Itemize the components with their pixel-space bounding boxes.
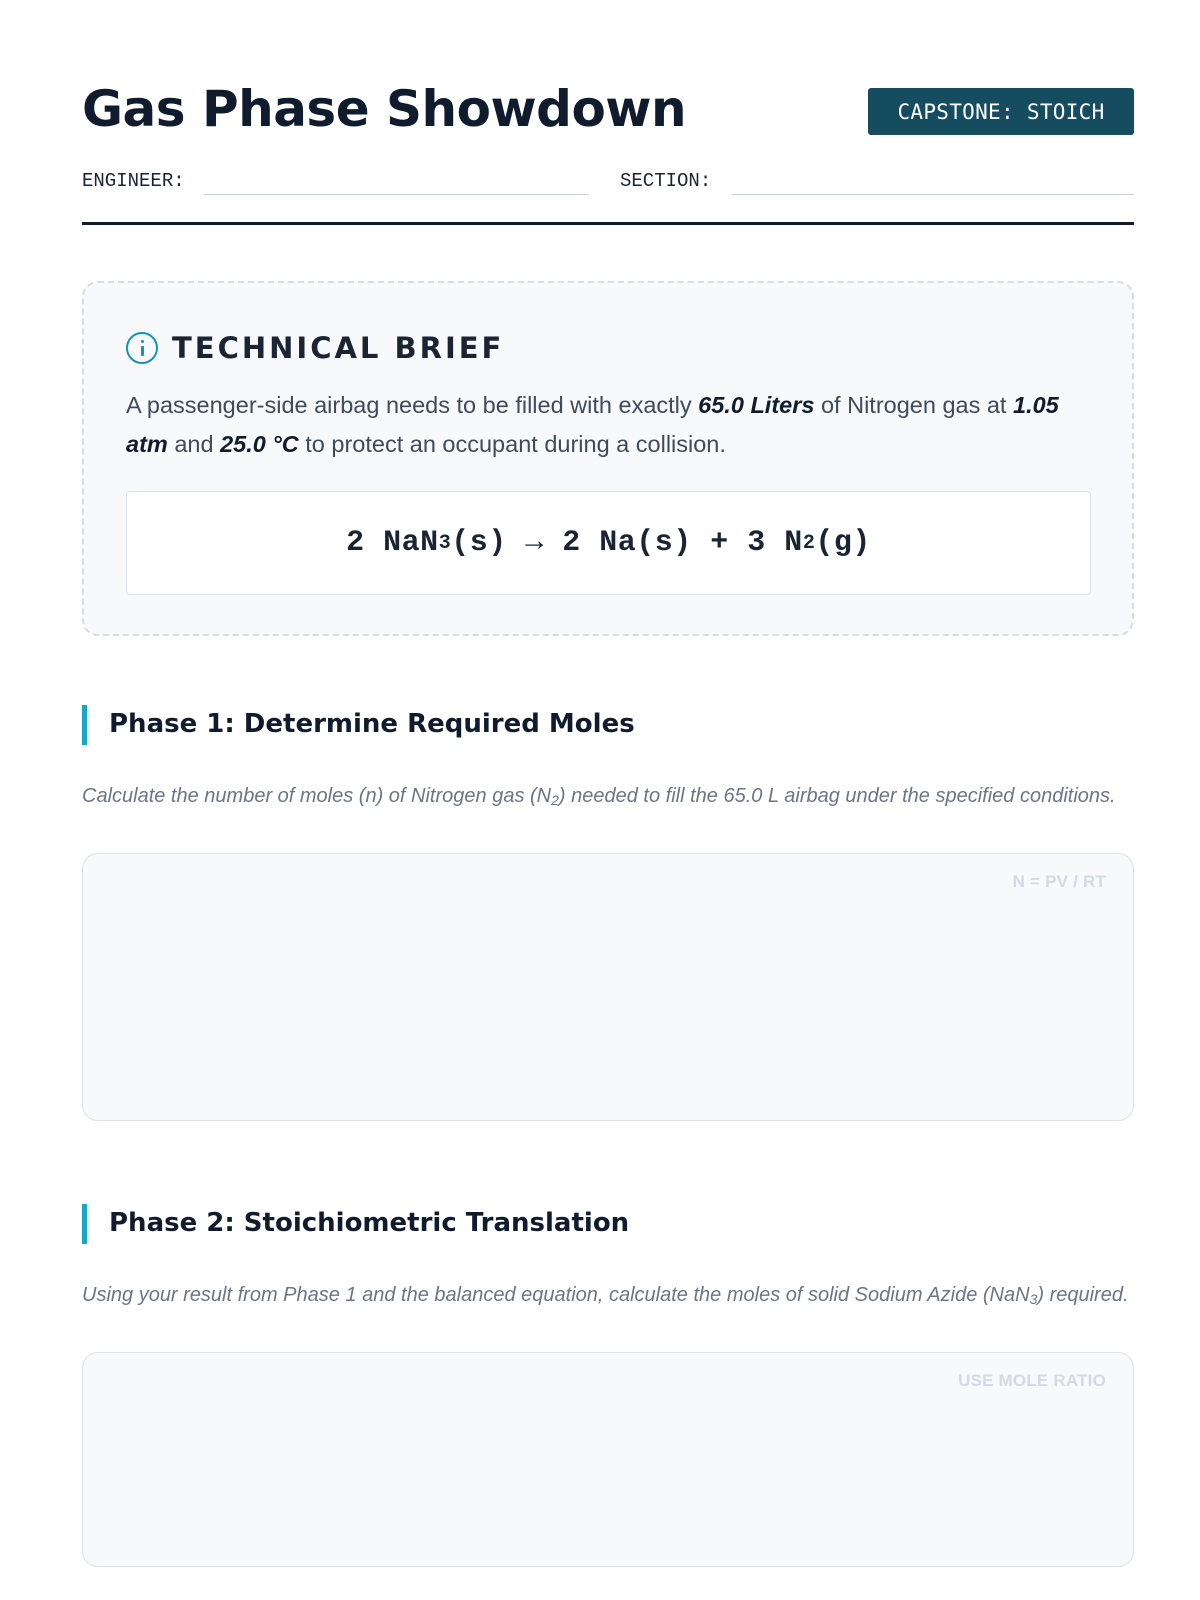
section-label: SECTION: (620, 170, 712, 192)
phase-accent-bar (82, 1204, 87, 1244)
eq-product: Na(s) (599, 526, 692, 560)
phase-2-work-area[interactable] (82, 1352, 1134, 1567)
phase-1-title: Phase 1: Determine Required Moles (109, 709, 635, 739)
phase-2-title: Phase 2: Stoichiometric Translation (109, 1208, 630, 1238)
phase-desc-sub: 2 (551, 792, 559, 808)
phase-1-heading (82, 705, 1134, 745)
eq-state: (s) (451, 526, 507, 560)
eq-subscript: 3 (438, 531, 452, 555)
phase-desc-part: ) required. (1037, 1284, 1129, 1306)
technical-brief (82, 281, 1134, 636)
engineer-label: ENGINEER: (82, 170, 185, 192)
phase-desc-sub: 3 (1029, 1291, 1038, 1307)
phase-1-instructions (82, 783, 1134, 814)
phase-1-hint: N = PV / RT (1012, 872, 1106, 891)
eq-reactant: NaN (383, 526, 439, 560)
brief-text-part: and (167, 431, 221, 457)
pressure-value: 1.05 atm (126, 392, 1059, 457)
brief-title: TECHNICAL BRIEF (172, 331, 505, 365)
eq-plus: + (691, 526, 748, 560)
eq-state: (g) (815, 526, 871, 560)
phase-desc-part: Calculate the number of moles (n) of Nitrogen gas (N (82, 785, 552, 807)
balanced-equation (126, 491, 1091, 595)
worksheet-page (82, 0, 1134, 1390)
eq-arrow: → (506, 526, 563, 560)
info-icon (126, 332, 158, 364)
phase-2-instructions (82, 1282, 1134, 1313)
phase-accent-bar (82, 705, 87, 745)
capstone-badge: CAPSTONE: STOICH (868, 88, 1134, 135)
brief-heading (126, 331, 504, 365)
brief-text (126, 386, 1101, 464)
eq-subscript: 2 (802, 531, 816, 555)
brief-text-part: of Nitrogen gas at (814, 392, 1013, 418)
phase-desc-part: Using your result from Phase 1 and the balanced equation, calculate the moles of solid Sodium Azide (NaN (82, 1284, 1030, 1306)
phase-2-hint: USE MOLE RATIO (958, 1371, 1106, 1390)
phase-desc-part: ) needed to fill the 65.0 L airbag under the specified conditions. (558, 785, 1116, 807)
header-divider (82, 222, 1134, 225)
engineer-field[interactable] (204, 194, 589, 195)
phase-1-work-area[interactable] (82, 853, 1134, 1121)
phase-2-section (82, 1204, 1134, 1390)
section-field[interactable] (732, 194, 1134, 195)
eq-coefficient: 2 (346, 526, 384, 560)
temperature-value: 25.0 °C (220, 431, 299, 457)
eq-coefficient: 2 (562, 526, 600, 560)
phase-1-section (82, 705, 1134, 891)
eq-coefficient: 3 (747, 526, 785, 560)
page-title: Gas Phase Showdown (82, 80, 687, 138)
phase-2-heading (82, 1204, 1134, 1244)
eq-product: N (784, 526, 803, 560)
volume-value: 65.0 Liters (698, 392, 815, 418)
name-fields (82, 166, 1134, 196)
header (82, 0, 1134, 228)
brief-text-part: to protect an occupant during a collision. (298, 431, 726, 457)
brief-text-part: A passenger-side airbag needs to be filled with exactly (126, 392, 699, 418)
